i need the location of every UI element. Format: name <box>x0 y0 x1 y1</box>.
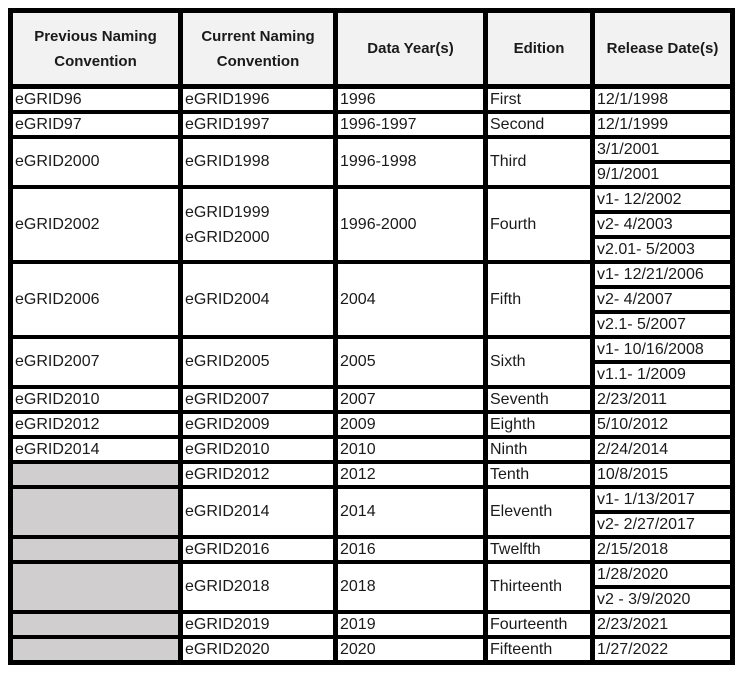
release-date-cell: v1- 1/13/2017 <box>593 487 733 512</box>
release-date-cell: v2- 2/27/2017 <box>593 512 733 537</box>
current-name-cell: eGRID2007 <box>181 387 336 412</box>
header-edition: Edition <box>486 11 593 87</box>
previous-name-cell <box>11 637 181 663</box>
release-date-cell: 2/15/2018 <box>593 537 733 562</box>
data-years-cell: 1996-1997 <box>336 112 486 137</box>
current-name-cell: eGRID2012 <box>181 462 336 487</box>
current-name-cell: eGRID1996 <box>181 87 336 113</box>
previous-name-cell: eGRID2002 <box>11 187 181 262</box>
release-date-cell: 1/27/2022 <box>593 637 733 663</box>
header-release-dates: Release Date(s) <box>593 11 733 87</box>
release-date-cell: 1/28/2020 <box>593 562 733 587</box>
release-date-cell: v2- 4/2007 <box>593 287 733 312</box>
data-years-cell: 2019 <box>336 612 486 637</box>
release-date-cell: 12/1/1999 <box>593 112 733 137</box>
table-row <box>11 637 733 663</box>
previous-name-cell: eGRID2006 <box>11 262 181 337</box>
previous-name-cell <box>11 462 181 487</box>
edition-cell: Eighth <box>486 412 593 437</box>
edition-cell: Seventh <box>486 387 593 412</box>
data-years-cell: 2007 <box>336 387 486 412</box>
edition-cell: Tenth <box>486 462 593 487</box>
table-row <box>11 412 733 437</box>
table-row <box>11 112 733 137</box>
data-years-cell: 2005 <box>336 337 486 387</box>
table-row <box>11 137 733 162</box>
current-name-line: eGRID1999 <box>185 203 270 221</box>
edition-cell: Second <box>486 112 593 137</box>
egrid-naming-table <box>8 8 735 665</box>
release-date-cell: 12/1/1998 <box>593 87 733 113</box>
table-row <box>11 537 733 562</box>
edition-cell: Fourth <box>486 187 593 262</box>
previous-name-cell: eGRID96 <box>11 87 181 113</box>
current-name-cell <box>181 187 336 262</box>
data-years-cell: 2012 <box>336 462 486 487</box>
previous-name-cell <box>11 487 181 537</box>
previous-name-cell: eGRID2012 <box>11 412 181 437</box>
edition-cell: Eleventh <box>486 487 593 537</box>
current-name-cell: eGRID2020 <box>181 637 336 663</box>
table-row <box>11 387 733 412</box>
current-name-cell: eGRID2014 <box>181 487 336 537</box>
release-date-cell: 9/1/2001 <box>593 162 733 187</box>
current-name-cell: eGRID2016 <box>181 537 336 562</box>
current-name-cell: eGRID2005 <box>181 337 336 387</box>
release-date-cell: 2/23/2021 <box>593 612 733 637</box>
release-date-cell: v1- 12/21/2006 <box>593 262 733 287</box>
table-row <box>11 437 733 462</box>
previous-name-cell <box>11 562 181 612</box>
edition-cell: Twelfth <box>486 537 593 562</box>
previous-name-cell: eGRID2014 <box>11 437 181 462</box>
header-data-years: Data Year(s) <box>336 11 486 87</box>
current-name-cell: eGRID2019 <box>181 612 336 637</box>
data-years-cell: 2004 <box>336 262 486 337</box>
table-row <box>11 262 733 287</box>
data-years-cell: 1996-1998 <box>336 137 486 187</box>
current-name-cell: eGRID2018 <box>181 562 336 612</box>
previous-name-cell <box>11 612 181 637</box>
edition-cell: Thirteenth <box>486 562 593 612</box>
current-name-cell: eGRID2004 <box>181 262 336 337</box>
header-current-naming: Current Naming Convention <box>181 11 336 87</box>
current-name-cell: eGRID2010 <box>181 437 336 462</box>
release-date-cell: 5/10/2012 <box>593 412 733 437</box>
data-years-cell: 2014 <box>336 487 486 537</box>
edition-cell: Third <box>486 137 593 187</box>
release-date-cell: v1- 12/2002 <box>593 187 733 212</box>
table-row <box>11 462 733 487</box>
release-date-cell: v2.01- 5/2003 <box>593 237 733 262</box>
data-years-cell: 2018 <box>336 562 486 612</box>
current-name-line: eGRID2000 <box>185 228 270 246</box>
edition-cell: Sixth <box>486 337 593 387</box>
release-date-cell: v2 - 3/9/2020 <box>593 587 733 612</box>
release-date-cell: 2/24/2014 <box>593 437 733 462</box>
previous-name-cell <box>11 537 181 562</box>
release-date-cell: v1.1- 1/2009 <box>593 362 733 387</box>
table-row <box>11 612 733 637</box>
header-row <box>11 11 733 87</box>
current-name-cell: eGRID1997 <box>181 112 336 137</box>
previous-name-cell: eGRID97 <box>11 112 181 137</box>
current-name-cell: eGRID2009 <box>181 412 336 437</box>
release-date-cell: 2/23/2011 <box>593 387 733 412</box>
table-row <box>11 87 733 113</box>
data-years-cell: 2010 <box>336 437 486 462</box>
edition-cell: Fifth <box>486 262 593 337</box>
data-years-cell: 2020 <box>336 637 486 663</box>
release-date-cell: 10/8/2015 <box>593 462 733 487</box>
table-row <box>11 337 733 362</box>
table-row <box>11 187 733 212</box>
table-body <box>11 87 733 663</box>
table-row <box>11 487 733 512</box>
data-years-cell: 2016 <box>336 537 486 562</box>
previous-name-cell: eGRID2000 <box>11 137 181 187</box>
data-years-cell: 2009 <box>336 412 486 437</box>
release-date-cell: 3/1/2001 <box>593 137 733 162</box>
edition-cell: Ninth <box>486 437 593 462</box>
previous-name-cell: eGRID2010 <box>11 387 181 412</box>
data-years-cell: 1996-2000 <box>336 187 486 262</box>
table-row <box>11 562 733 587</box>
edition-cell: Fourteenth <box>486 612 593 637</box>
previous-name-cell: eGRID2007 <box>11 337 181 387</box>
header-previous-naming: Previous Naming Convention <box>11 11 181 87</box>
release-date-cell: v1- 10/16/2008 <box>593 337 733 362</box>
release-date-cell: v2.1- 5/2007 <box>593 312 733 337</box>
release-date-cell: v2- 4/2003 <box>593 212 733 237</box>
current-name-cell: eGRID1998 <box>181 137 336 187</box>
data-years-cell: 1996 <box>336 87 486 113</box>
edition-cell: First <box>486 87 593 113</box>
edition-cell: Fifteenth <box>486 637 593 663</box>
